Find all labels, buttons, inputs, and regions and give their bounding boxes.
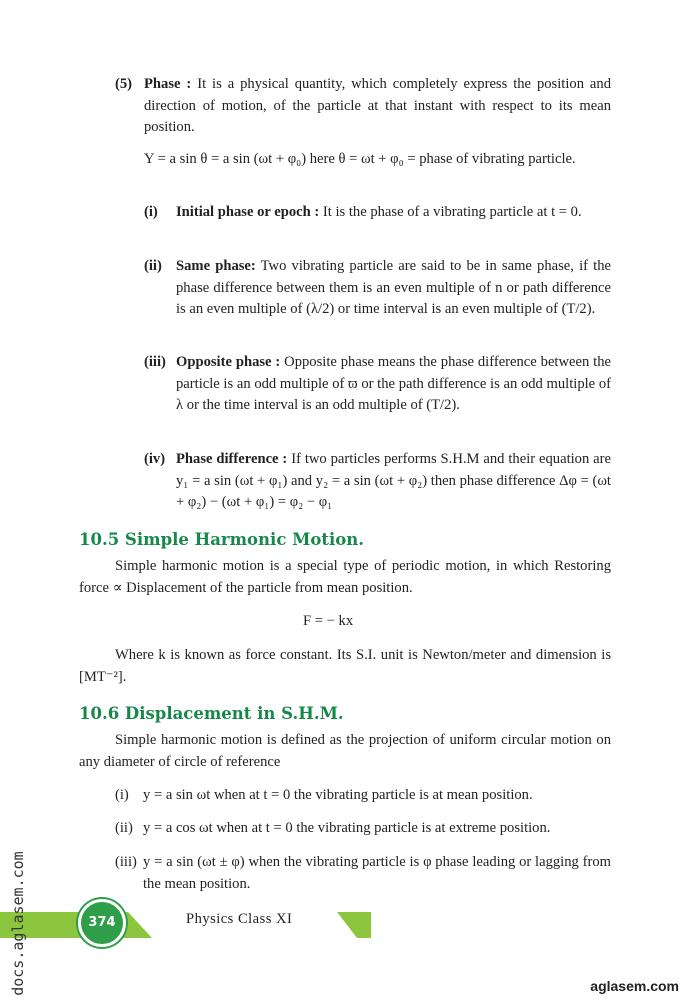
item-number: (i) <box>115 787 129 803</box>
item-title: Initial phase or epoch : <box>176 204 320 220</box>
side-watermark: docs.aglasem.com <box>9 851 28 996</box>
phase-text: It is a physical quantity, which completely express the position and direction of motion, of the particle at that instant with respect to its mean position. <box>144 76 611 136</box>
shm-paragraph: Simple harmonic motion is a special type of periodic motion, in which Restoring force ∝ Displacement of the particle from mean position. <box>79 558 611 596</box>
phase-title: Phase : <box>144 76 192 92</box>
item-number: (iv) <box>144 451 166 467</box>
phase-equation: Y = a sin θ = a sin (ωt + φ₀) here θ = ωt + φ₀ = phase of vibrating particle. <box>144 151 576 167</box>
item-number: (ii) <box>115 820 133 836</box>
section-heading-10-5: 10.5 Simple Harmonic Motion. <box>79 530 365 549</box>
item-number: (ii) <box>144 258 162 274</box>
page-number-badge: 374 <box>78 899 126 947</box>
item-number: (iii) <box>144 354 166 370</box>
item-title: Phase difference : <box>176 451 288 467</box>
item-title: Opposite phase : <box>176 354 281 370</box>
brand-logo-text: aglasem.com <box>590 978 679 994</box>
phase-item-initial <box>176 202 611 224</box>
force-constant-paragraph: Where k is known as force constant. Its S.I. unit is Newton/meter and dimension is [MT⁻²]. <box>79 647 611 685</box>
phase-item-opposite <box>176 352 611 417</box>
phase-item-same <box>176 256 611 321</box>
footer-book-title: Physics Class XI <box>186 911 293 927</box>
displacement-item: y = a cos ωt when at t = 0 the vibrating particle is at extreme position. <box>143 820 551 836</box>
force-equation: F = − kx <box>303 613 354 629</box>
footer-band-right <box>337 912 371 938</box>
item-text: If two particles performs S.H.M and their equation are y₁ = a sin (ωt + φ₁) and y₂ = a sin (ωt + φ₂) then phase difference Δφ = (ωt + φ₂) − (ωt + φ₁) = φ₂ − φ₁ <box>176 451 611 511</box>
item-text: It is the phase of a vibrating particle at t = 0. <box>319 204 582 220</box>
item-text: Two vibrating particle are said to be in same phase, if the phase difference between them is an even multiple of n or path difference is an even multiple of (λ/2) or time interval is an even multiple of (T/2). <box>176 258 611 318</box>
phase-paragraph <box>144 74 611 139</box>
item-number: (i) <box>144 204 158 220</box>
item-number: (iii) <box>115 854 137 870</box>
displacement-paragraph: Simple harmonic motion is defined as the projection of uniform circular motion on any diameter of circle of reference <box>79 732 611 770</box>
section-heading-10-6: 10.6 Displacement in S.H.M. <box>79 704 344 723</box>
item-title: Same phase: <box>176 258 256 274</box>
item-text: Opposite phase means the phase difference between the particle is an odd multiple of ϖ or the path difference is an odd multiple of λ or the time interval is an odd multiple of (T/2). <box>176 354 611 414</box>
phase-item-difference <box>176 449 611 514</box>
section-number: (5) <box>115 76 133 92</box>
displacement-item: y = a sin ωt when at t = 0 the vibrating particle is at mean position. <box>143 787 533 803</box>
displacement-item: y = a sin (ωt ± φ) when the vibrating particle is φ phase leading or lagging from the mean position. <box>143 854 611 892</box>
